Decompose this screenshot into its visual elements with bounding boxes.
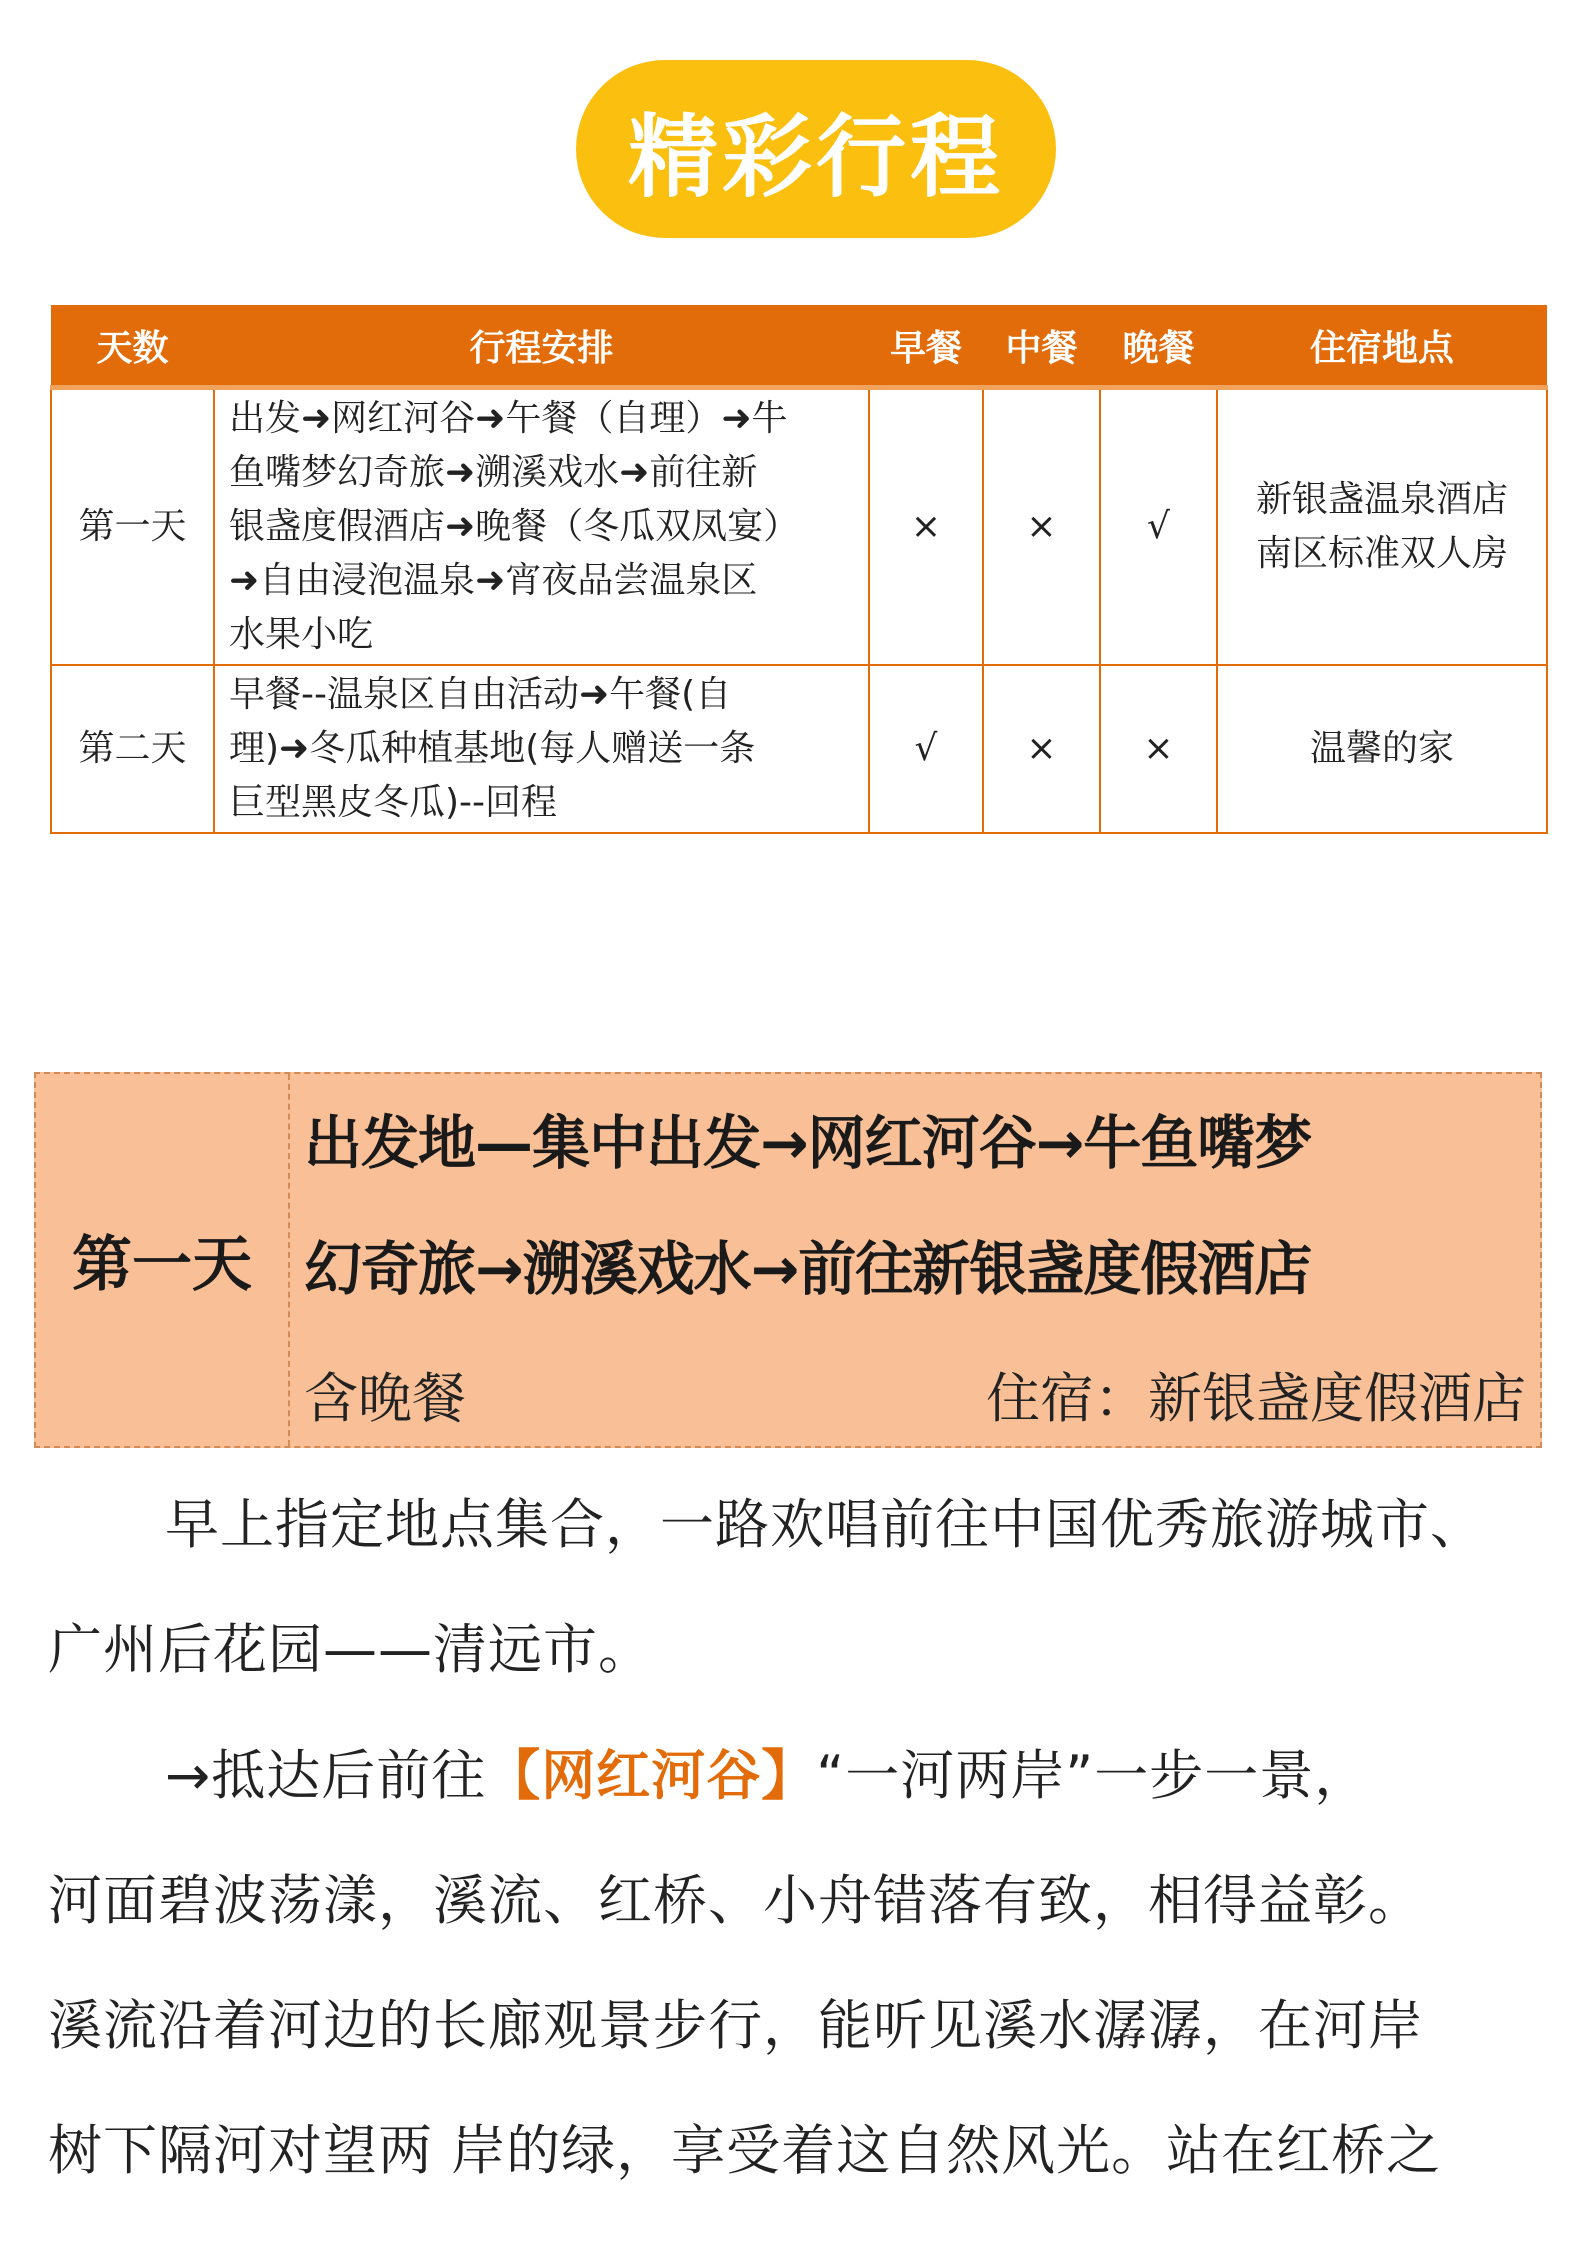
dinner-cell: × bbox=[1100, 665, 1217, 833]
day-cell: 第二天 bbox=[51, 665, 214, 833]
paragraph-text: “一河两岸”一步一景， bbox=[816, 1744, 1370, 1807]
table-row bbox=[51, 388, 1547, 666]
paragraph-line bbox=[165, 1733, 1587, 1810]
day1-meal: 含晚餐 bbox=[304, 1367, 466, 1430]
header-lunch: 中餐 bbox=[983, 305, 1100, 388]
header-lodging: 住宿地点 bbox=[1217, 305, 1547, 388]
lodging-line: 新银盏温泉酒店 bbox=[1255, 479, 1508, 520]
route-line: 水果小吃 bbox=[229, 614, 374, 655]
lunch-cell: × bbox=[983, 665, 1100, 833]
day1-label-cell bbox=[36, 1074, 290, 1446]
route-cell bbox=[214, 388, 869, 666]
day1-summary-box bbox=[34, 1072, 1542, 1448]
lodging-line: 温馨的家 bbox=[1309, 728, 1454, 769]
paragraph-line: 河面碧波荡漾，溪流、红桥、小舟错落有致，相得益彰。 bbox=[48, 1869, 1423, 1932]
route-line: 巨型黑皮冬瓜)--回程 bbox=[229, 782, 558, 823]
route-line: ➜自由浸泡温泉➜宵夜品尝温泉区 bbox=[229, 560, 758, 601]
day1-heading-line: 出发地—集中出发→网红河谷→牛鱼嘴梦 bbox=[304, 1109, 1312, 1177]
route-cell bbox=[214, 665, 869, 833]
header-day: 天数 bbox=[51, 305, 214, 388]
day1-stay: 住宿：新银盏度假酒店 bbox=[986, 1367, 1526, 1430]
table-row bbox=[51, 665, 1547, 833]
route-line: 银盏度假酒店➜晚餐（冬瓜双凤宴） bbox=[229, 506, 800, 547]
itinerary-table bbox=[50, 305, 1548, 834]
route-line: 出发➜网红河谷➜午餐（自理）➜牛 bbox=[229, 398, 788, 439]
paragraph-text: →抵达后前往 bbox=[165, 1744, 487, 1807]
paragraph-line: 溪流沿着河边的长廊观景步行，能听见溪水潺潺，在河岸 bbox=[48, 1994, 1423, 2057]
breakfast-cell: √ bbox=[869, 665, 983, 833]
lodging-cell bbox=[1217, 388, 1547, 666]
highlight-place: 【网红河谷】 bbox=[486, 1744, 817, 1807]
page-title: 精彩行程 bbox=[628, 104, 1004, 210]
paragraph-line: 早上指定地点集合，一路欢唱前往中国优秀旅游城市、 bbox=[165, 1493, 1485, 1556]
table-header-row bbox=[51, 305, 1547, 388]
title-banner bbox=[576, 60, 1056, 238]
paragraph-line: 树下隔河对望两 岸的绿，享受着这自然风光。站在红桥之 bbox=[48, 2119, 1442, 2182]
breakfast-cell: × bbox=[869, 388, 983, 666]
header-dinner: 晚餐 bbox=[1100, 305, 1217, 388]
day1-label: 第一天 bbox=[72, 1230, 252, 1300]
dinner-cell: √ bbox=[1100, 388, 1217, 666]
lodging-line: 南区标准双人房 bbox=[1255, 533, 1508, 574]
header-breakfast: 早餐 bbox=[869, 305, 983, 388]
route-line: 鱼嘴梦幻奇旅➜溯溪戏水➜前往新 bbox=[229, 452, 758, 493]
day-cell: 第一天 bbox=[51, 388, 214, 666]
route-line: 早餐--温泉区自由活动➜午餐(自 bbox=[229, 674, 732, 715]
paragraph-line: 广州后花园——清远市。 bbox=[48, 1618, 653, 1681]
day1-heading-line: 幻奇旅→溯溪戏水→前往新银盏度假酒店 bbox=[304, 1235, 1312, 1303]
route-line: 理)➜冬瓜种植基地(每人赠送一条 bbox=[229, 728, 756, 769]
lodging-cell bbox=[1217, 665, 1547, 833]
lunch-cell: × bbox=[983, 388, 1100, 666]
header-route: 行程安排 bbox=[214, 305, 869, 388]
